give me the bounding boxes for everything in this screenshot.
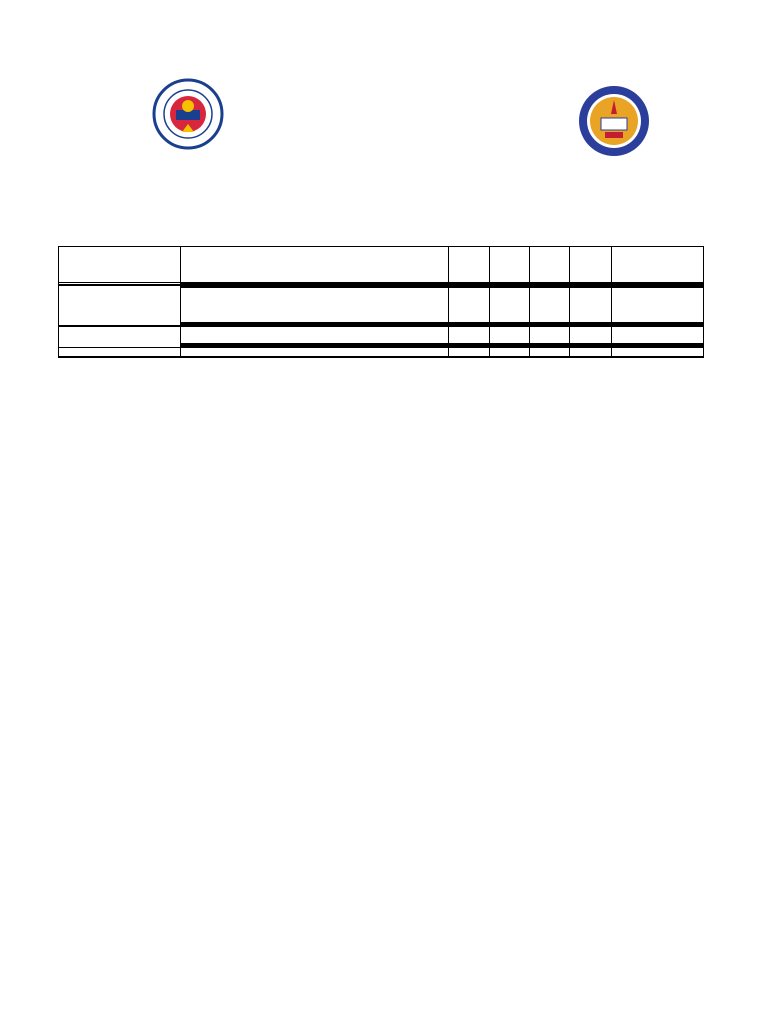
header-score-0 (570, 247, 612, 283)
score-3-cell[interactable] (449, 357, 490, 358)
score-0-cell[interactable] (570, 357, 612, 358)
category-cell (59, 327, 181, 348)
score-2-cell[interactable] (490, 357, 530, 358)
area-cell (181, 288, 449, 323)
category-cell (59, 286, 181, 326)
score-2-cell[interactable] (490, 348, 530, 357)
score-3-cell[interactable] (449, 348, 490, 357)
category-cell (59, 357, 181, 358)
score-1-cell[interactable] (530, 288, 570, 323)
score-3-cell[interactable] (449, 327, 490, 344)
score-0-cell[interactable] (570, 327, 612, 344)
remarks-cell[interactable] (612, 348, 704, 357)
table-row (59, 327, 704, 344)
division-seal-logo (577, 84, 651, 158)
row-title (181, 348, 449, 357)
score-1-cell[interactable] (530, 327, 570, 344)
row-title (181, 357, 449, 358)
checklist-table (58, 246, 704, 358)
score-1-cell[interactable] (530, 348, 570, 357)
header-area-of-focus (181, 247, 449, 283)
header-score-3 (449, 247, 490, 283)
header-score-2 (490, 247, 530, 283)
header-category (59, 247, 181, 283)
remarks-cell[interactable] (612, 357, 704, 358)
header-remarks (612, 247, 704, 283)
score-0-cell[interactable] (570, 348, 612, 357)
score-0-cell[interactable] (570, 288, 612, 323)
score-3-cell[interactable] (449, 288, 490, 323)
category-cell (59, 348, 181, 357)
table-row (59, 357, 704, 358)
header-score-1 (530, 247, 570, 283)
remarks-cell[interactable] (612, 288, 704, 323)
score-1-cell[interactable] (530, 357, 570, 358)
table-header-row (59, 247, 704, 283)
score-2-cell[interactable] (490, 288, 530, 323)
deped-seal-logo (149, 78, 227, 150)
remarks-cell[interactable] (612, 327, 704, 344)
score-2-cell[interactable] (490, 327, 530, 344)
table-row (59, 348, 704, 357)
area-cell (181, 327, 449, 344)
